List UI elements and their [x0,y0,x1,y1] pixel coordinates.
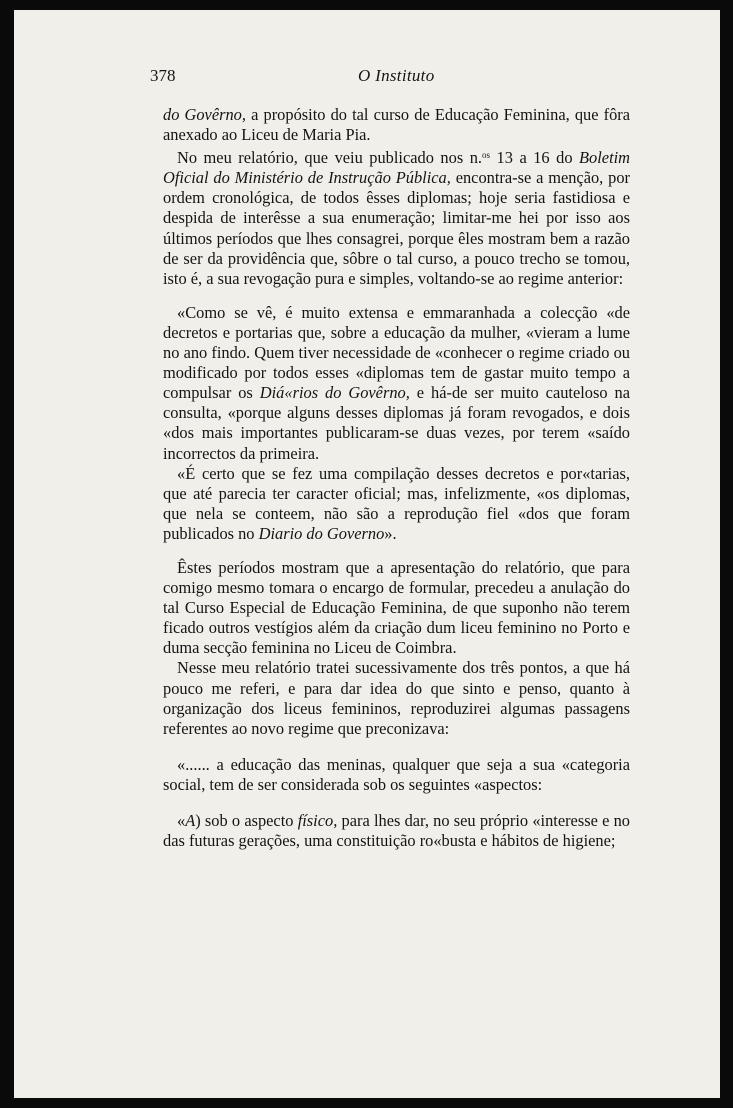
quote-2 [163,464,630,544]
paragraph-2-text-a: No meu relatório, que veiu publicado nos n. [177,148,483,168]
paragraph-2-superscript: os [482,150,491,161]
spacer [163,795,630,811]
quote-4-italic-a: A [185,811,196,830]
quote-1 [163,303,630,464]
quote-4 [163,811,630,851]
body-text [163,105,630,851]
quote-4-italic-b: físico, [297,811,338,830]
quote-2-text-b: ». [384,523,397,543]
spacer [163,544,630,558]
quote-1-text-a: «Como se vê, é muito extensa e emmaranhada a colecção «de decretos e portarias que, sobre a educação da mulher, «vieram a lume no ano findo. Quem tiver necessidade de «conhecer o regime criado ou modificado por todos esses «diplomas tem de gastar muito tempo a compulsar os [163,302,630,403]
spacer [163,739,630,755]
quote-4-text-a: « [177,811,186,830]
page-number: 378 [150,66,176,85]
paragraph-4: Nesse meu relatório tratei sucessivamente dos três pontos, a que há pouco me referi, e para dar idea do que sinto e penso, quanto à organização dos liceus femininos, reproduzirei algumas passagens referentes ao novo regime que preconizava: [163,658,630,738]
paragraph-1 [163,105,630,145]
page-header [150,66,630,88]
paragraph-1-italic: do Govêrno, [163,105,246,124]
quote-2-italic: Diario do Governo [258,523,385,543]
quote-3: «...... a educação das meninas, qualquer que seja a sua «categoria social, tem de ser considerada sob os seguintes «aspectos: [163,754,630,794]
paragraph-2 [163,145,630,289]
quote-1-italic: Diá«rios do Govêrno, [259,383,410,403]
spacer [163,289,630,303]
running-title: O Instituto [358,66,435,85]
quote-4-text-b: ) sob o aspecto [195,811,298,830]
quote-2-text-a: «É certo que se fez uma compilação desses decretos e por«tarias, que até parecia ter caracter oficial; mas, infelizmente, «os diplomas, que nela se conteem, não são a reprodução fiel «dos que foram publicados no [163,463,630,543]
paragraph-2-text-c: encontra-se a menção, por ordem cronológica, de todos êsses diplomas; hoje seria fastidiosa e despida de interêsse a sua enumeração; limitar-me hei por isso aos últimos períodos que lhes consagrei, porque êles mostram bem a razão de ser da providência que, sôbre o tal curso, a pouco trecho se tomou, isto é, a sua revogação pura e simples, voltando-se ao regime anterior: [163,168,630,288]
paragraph-3: Êstes períodos mostram que a apresentação do relatório, que para comigo mesmo tomara o encargo de formular, precedeu a anulação do tal Curso Especial de Educação Feminina, de que suponho não terem ficado outros vestígios além da criação dum liceu feminino no Porto e duma secção feminina no Liceu de Coimbra. [163,557,630,658]
paragraph-2-italic: Boletim Oficial do Ministério de Instrução Pública, [163,148,631,188]
paragraph-2-text-b: 13 a 16 do [490,148,580,168]
quote-1-text-b: e há-de ser muito cauteloso na consulta, «porque alguns desses diplomas já foram revogados, e dois «dos mais importantes publicaram-se duas vezes, por terem «saído incorrectos da primeira. [163,383,631,463]
paragraph-1-text: a propósito do tal curso de Educação Feminina, que fôra anexado ao Liceu de Maria Pia. [163,105,631,145]
quote-4-text-c: para lhes dar, no seu próprio «interesse e no das futuras gerações, uma constituição ro«busta e hábitos de higiene; [163,811,630,851]
